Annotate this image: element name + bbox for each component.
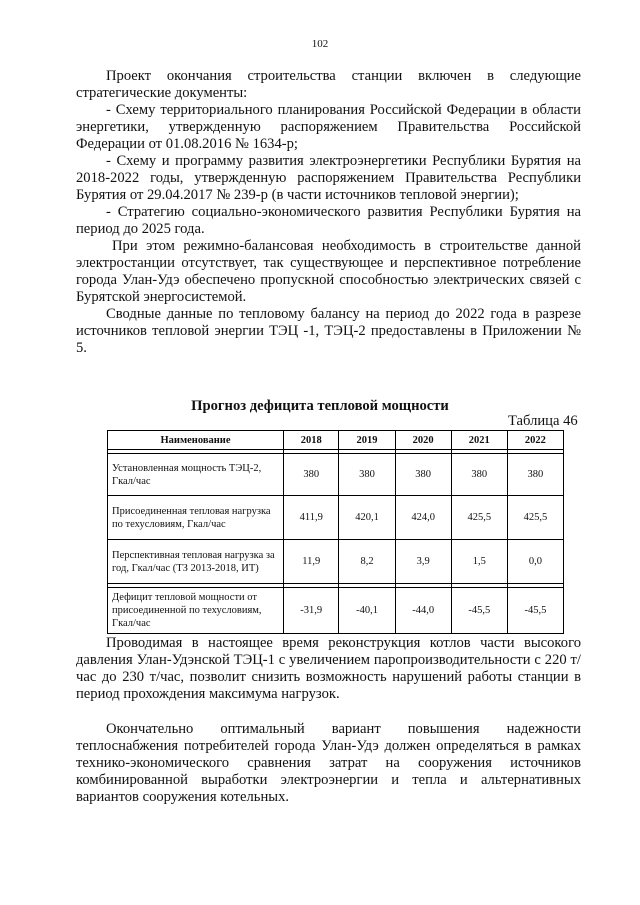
cell-value: -44,0	[395, 588, 451, 634]
cell-value: -45,5	[451, 588, 507, 634]
heat-deficit-table	[107, 430, 564, 634]
cell-value: 380	[339, 454, 395, 496]
cell-value: 424,0	[395, 496, 451, 540]
cell-value: 11,9	[284, 540, 339, 584]
row-name: Присоединенная тепловая нагрузка по техусловиям, Гкал/час	[108, 496, 284, 540]
page-number: 102	[311, 38, 329, 50]
cell-value: 0,0	[507, 540, 563, 584]
cell-value: 380	[507, 454, 563, 496]
table-row	[108, 454, 564, 496]
intro-paragraph: Проект окончания строительства станции включен в следующие стратегические документы:	[76, 68, 581, 101]
table-row	[108, 588, 564, 634]
table-row	[108, 496, 564, 540]
table-title: Прогноз дефицита тепловой мощности	[191, 398, 449, 414]
cell-value: -45,5	[507, 588, 563, 634]
cell-value: 380	[395, 454, 451, 496]
row-name: Перспективная тепловая нагрузка за год, Гкал/час (ТЗ 2013-2018, ИТ)	[108, 540, 284, 584]
row-name: Дефицит тепловой мощности от присоединенной по техусловиям, Гкал/час	[108, 588, 284, 634]
cell-value: -40,1	[339, 588, 395, 634]
cell-value: -31,9	[284, 588, 339, 634]
column-header: 2021	[451, 431, 507, 450]
column-header: 2019	[339, 431, 395, 450]
table-number: Таблица 46	[508, 413, 578, 429]
list-item: - Схему территориального планирования Российской Федерации в области энергетики, утвержденную распоряжением Правительства Российской Федерации от 01.08.2016 № 1634-р;	[76, 102, 581, 152]
cell-value: 380	[284, 454, 339, 496]
summary-paragraph: Сводные данные по тепловому балансу на период до 2022 года в разрезе источников тепловой энергии ТЭЦ -1, ТЭЦ-2 предоставлены в Приложении № 5.	[76, 306, 581, 356]
list-item: - Стратегию социально-экономического развития Республики Бурятия на период до 2025 года.	[76, 204, 581, 237]
column-header: Наименование	[108, 431, 284, 450]
column-header: 2018	[284, 431, 339, 450]
list-item: - Схему и программу развития электроэнергетики Республики Бурятия на 2018-2022 годы, утвержденную распоряжением Правительства Республики Бурятия от 29.04.2017 № 239-р (в части источников тепловой энергии);	[76, 153, 581, 203]
column-header: 2020	[395, 431, 451, 450]
column-header: 2022	[507, 431, 563, 450]
cell-value: 411,9	[284, 496, 339, 540]
table-header-row	[108, 431, 564, 450]
cell-value: 8,2	[339, 540, 395, 584]
cell-value: 425,5	[507, 496, 563, 540]
balance-paragraph: При этом режимно-балансовая необходимость в строительстве данной электростанции отсутствует, так существующее и перспективное потребление города Улан-Удэ обеспечено пропускной способностью электрических связей с Бурятской энергосистемой.	[76, 238, 581, 305]
row-name: Установленная мощность ТЭЦ-2, Гкал/час	[108, 454, 284, 496]
strategic-documents-section	[76, 68, 581, 357]
cell-value: 380	[451, 454, 507, 496]
cell-value: 420,1	[339, 496, 395, 540]
cell-value: 425,5	[451, 496, 507, 540]
final-paragraph: Окончательно оптимальный вариант повышения надежности теплоснабжения потребителей города Улан-Удэ должен определяться в рамках технико-экономического сравнения затрат на сооружения источников комбинированной выработки электроэнергии и тепла и альтернативных вариантов сооружения котельных.	[76, 721, 581, 805]
reconstruction-paragraph: Проводимая в настоящее время реконструкция котлов части высокого давления Улан-Удэнской ТЭЦ-1 с увеличением паропроизводительности с 220 т/час до 230 т/час, позволит снизить возможность нарушений работы станции в период прохождения максимума нагрузок.	[76, 635, 581, 702]
cell-value: 1,5	[451, 540, 507, 584]
table-row	[108, 540, 564, 584]
cell-value: 3,9	[395, 540, 451, 584]
